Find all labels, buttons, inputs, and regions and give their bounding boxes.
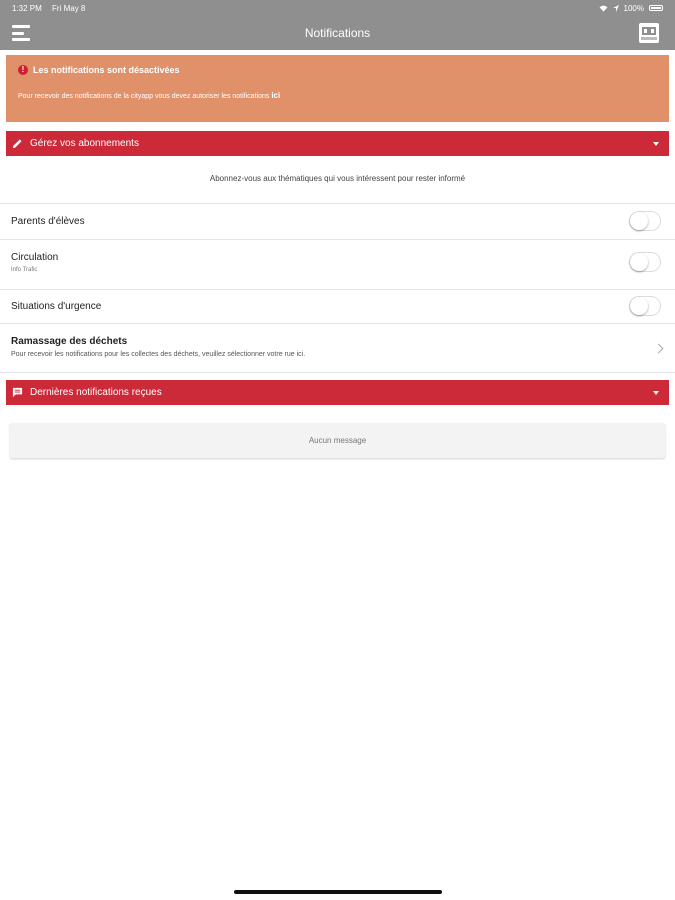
status-date: Fri May 8	[52, 3, 86, 13]
hamburger-menu-icon[interactable]	[12, 25, 30, 41]
subscription-toggle[interactable]	[629, 211, 661, 231]
subscription-label: Situations d'urgence	[11, 301, 102, 312]
banner-text: Pour recevoir des notifications de la cityapp vous devez autoriser les notifications	[18, 93, 272, 100]
alert-icon: !	[18, 65, 28, 75]
subscription-row[interactable]	[0, 203, 675, 239]
subscriptions-header[interactable]	[6, 131, 669, 156]
empty-messages-text: Aucun message	[308, 436, 367, 445]
nav-bar	[0, 16, 675, 50]
waste-collection-row[interactable]	[0, 323, 675, 373]
status-left	[12, 4, 93, 13]
notifications-disabled-banner	[6, 55, 669, 122]
subscription-row[interactable]	[0, 239, 675, 289]
city-logo-icon[interactable]	[637, 21, 661, 45]
subscriptions-intro: Abonnez-vous aux thématiques qui vous intéressent pour rester informé	[209, 174, 466, 183]
chevron-down-icon	[653, 142, 659, 146]
page-title: Notifications	[304, 26, 371, 40]
battery-icon	[649, 5, 663, 11]
location-icon	[613, 5, 619, 12]
latest-notifications-label: Dernières notifications reçues	[30, 387, 162, 398]
waste-collection-label: Ramassage des déchets	[11, 336, 128, 347]
status-right	[599, 4, 663, 13]
battery-percent: 100%	[623, 3, 644, 13]
pencil-icon	[12, 138, 23, 149]
banner-title: Les notifications sont désactivées	[33, 65, 180, 75]
wifi-icon	[599, 5, 608, 12]
subscription-row[interactable]	[0, 289, 675, 323]
subscription-toggle[interactable]	[629, 296, 661, 316]
status-bar	[0, 0, 675, 16]
banner-link[interactable]: ici	[271, 91, 281, 100]
subscription-sublabel: Info Trafic	[11, 267, 38, 273]
message-icon	[12, 387, 23, 398]
waste-collection-description: Pour recevoir les notifications pour les collectes des déchets, veuillez sélectionner votre rue ici.	[11, 351, 306, 358]
home-indicator[interactable]	[234, 890, 442, 894]
subscription-label: Parents d'élèves	[11, 216, 85, 227]
latest-notifications-header[interactable]	[6, 380, 669, 405]
subscription-toggle[interactable]	[629, 252, 661, 272]
chevron-right-icon	[654, 344, 664, 354]
subscription-label: Circulation	[11, 252, 59, 263]
chevron-down-icon	[653, 391, 659, 395]
empty-messages-box	[10, 423, 665, 458]
subscriptions-header-label: Gérez vos abonnements	[30, 138, 139, 149]
status-time: 1:32 PM	[12, 3, 42, 13]
